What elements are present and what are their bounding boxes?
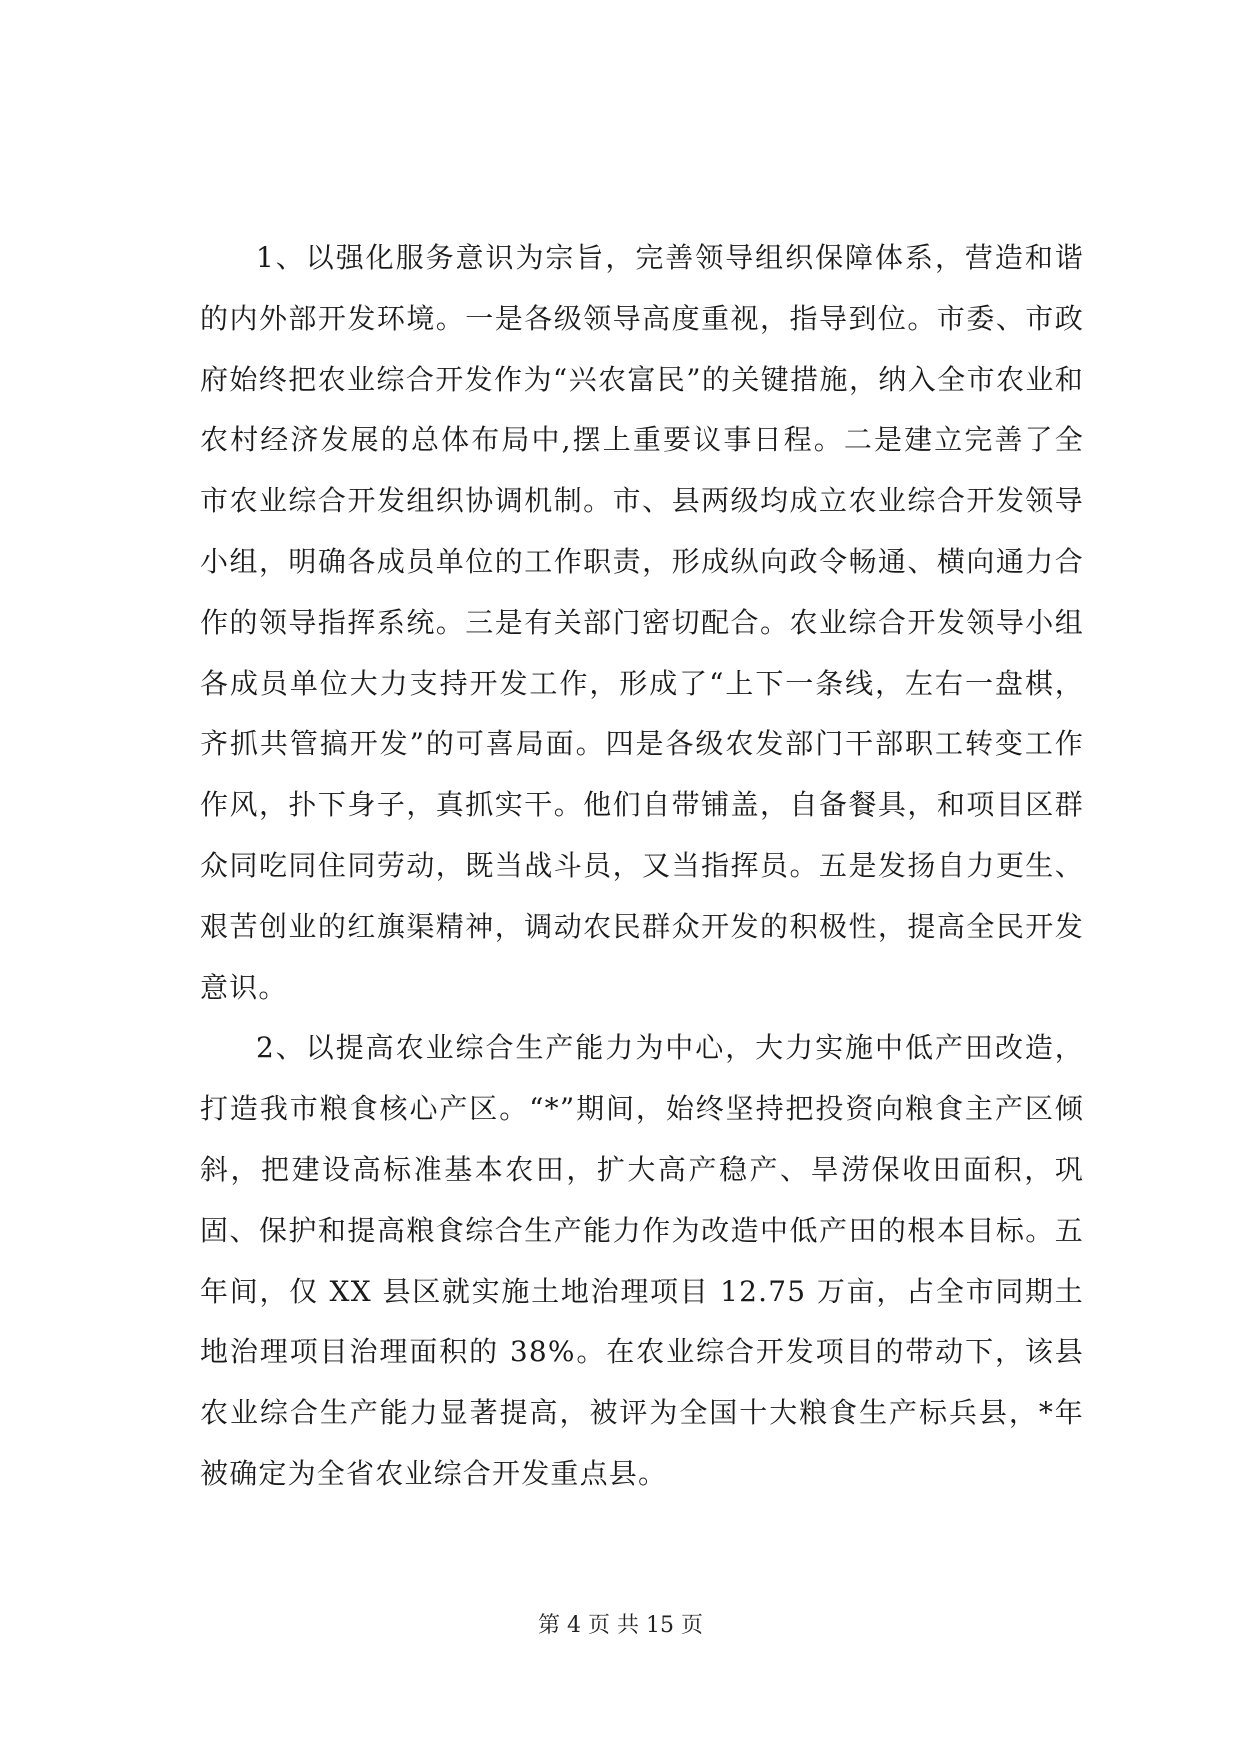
paragraph-1: 1、以强化服务意识为宗旨，完善领导组织保障体系，营造和谐的内外部开发环境。一是各级领导高度重视，指导到位。市委、市政府始终把农业综合开发作为“兴农富民”的关键措施，纳入全市农业和农村经济发展的总体布局中,摆上重要议事日程。二是建立完善了全市农业综合开发组织协调机制。市、县两级均成立农业综合开发领导小组，明确各成员单位的工作职责，形成纵向政令畅通、横向通力合作的领导指挥系统。三是有关部门密切配合。农业综合开发领导小组各成员单位大力支持开发工作，形成了“上下一条线，左右一盘棋，齐抓共管搞开发”的可喜局面。四是各级农发部门干部职工转变工作作风，扑下身子，真抓实干。他们自带铺盖，自备餐具，和项目区群众同吃同住同劳动，既当战斗员，又当指挥员。五是发扬自力更生、艰苦创业的红旗渠精神，调动农民群众开发的积极性，提高全民开发意识。 — [200, 241, 1084, 1004]
document-body — [200, 228, 1084, 1505]
page-number-footer: 第 4 页 共 15 页 — [538, 1613, 703, 1638]
paragraph-2: 2、以提高农业综合生产能力为中心，大力实施中低产田改造，打造我市粮食核心产区。“*”期间，始终坚持把投资向粮食主产区倾斜，把建设高标准基本农田，扩大高产稳产、旱涝保收田面积，巩固、保护和提高粮食综合生产能力作为改造中低产田的根本目标。五年间，仅 XX 县区就实施土地治理项目 12.75 万亩，占全市同期土地治理项目治理面积的 38%。在农业综合开发项目的带动下，该县农业综合生产能力显著提高，被评为全国十大粮食生产标兵县，*年被确定为全省农业综合开发重点县。 — [200, 1031, 1084, 1490]
